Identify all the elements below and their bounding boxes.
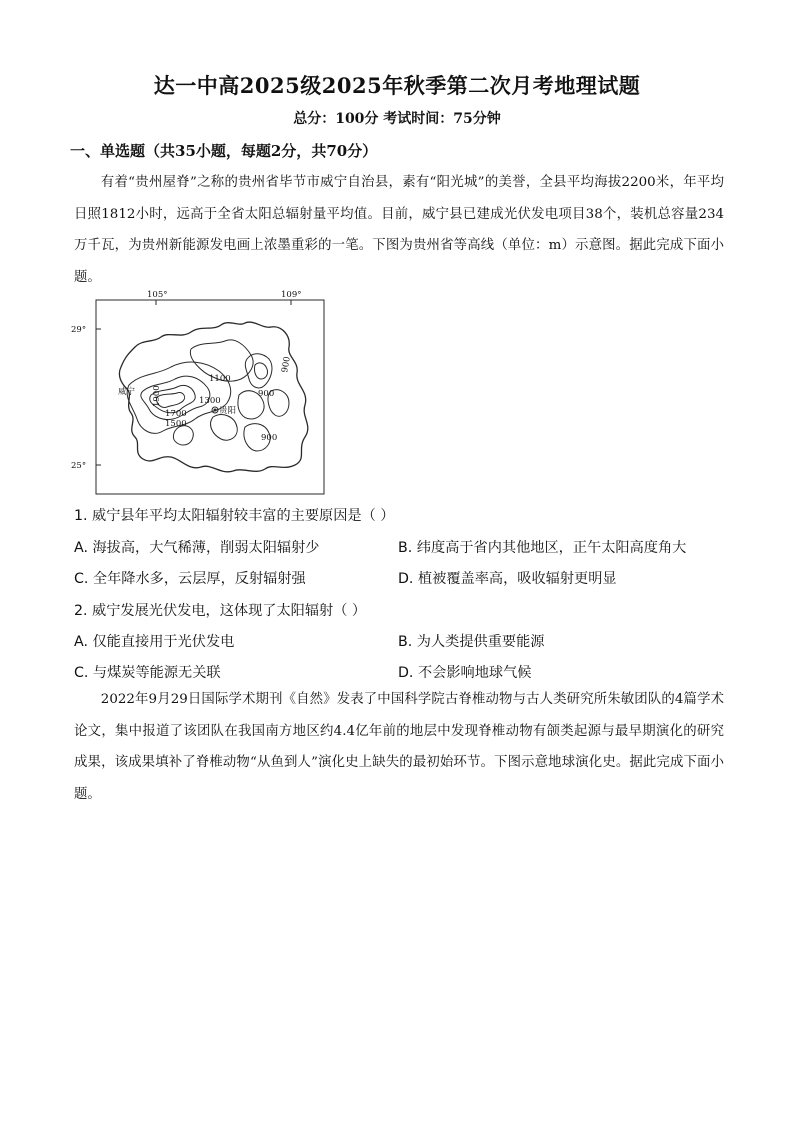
lon-label-105: 105° xyxy=(147,290,168,300)
contour-label-900c: 900 xyxy=(280,355,293,374)
contour-label-1100: 1100 xyxy=(209,374,231,384)
place-label-weining: 威宁 xyxy=(118,387,136,397)
lon-label-109: 109° xyxy=(281,290,302,300)
contour-label-900b: 900 xyxy=(261,433,278,443)
contour-label-1900: 1900 xyxy=(152,385,162,407)
contour-label-1500: 1500 xyxy=(165,419,187,429)
contour-label-1700: 1700 xyxy=(165,409,187,419)
guizhou-contour-map xyxy=(71,287,335,499)
question-1-option-b[interactable]: B. 纬度高于省内其他地区，正午太阳高度角大 xyxy=(398,540,687,556)
question-2-stem: 2. 威宁发展光伏发电，这体现了太阳辐射（ ） xyxy=(74,603,367,619)
lat-label-25: 25° xyxy=(71,461,87,471)
question-1-option-a[interactable]: A. 海拔高，大气稀薄，削弱太阳辐射少 xyxy=(74,540,320,556)
question-2-option-a[interactable]: A. 仅能直接用于光伏发电 xyxy=(74,634,235,650)
question-2-option-d[interactable]: D. 不会影响地球气候 xyxy=(398,665,532,681)
page-title: 达一中高2025级2025年秋季第二次月考地理试题 xyxy=(153,73,641,98)
lat-label-29: 29° xyxy=(71,325,87,335)
contour-label-1300: 1300 xyxy=(199,396,221,406)
question-2-option-b[interactable]: B. 为人类提供重要能源 xyxy=(398,634,545,650)
contour-label-900a: 900 xyxy=(258,389,275,399)
passage-vertebrate-evolution: 2022年9月29日国际学术期刊《自然》发表了中国科学院古脊椎动物与古人类研究所朱敏团队的4篇学术论文，集中报道了该团队在我国南方地区约4.4亿年前的地层中发现脊椎动物有颌类起源与最早期演化的研究成果，该成果填补了脊椎动物“从鱼到人”演化史上缺失的最初始环节。下图示意地球演化史。据此完成下面小题。 xyxy=(74,692,724,802)
passage-weining: 有着“贵州屋脊”之称的贵州省毕节市威宁自治县，素有“阳光城”的美誉，全县平均海拔2200米，年平均日照1812小时，远高于全省太阳总辐射量平均值。目前，威宁县已建成光伏发电项目38个，装机总容量234万千瓦，为贵州新能源发电画上浓墨重彩的一笔。下图为贵州省等高线（单位：m）示意图。据此完成下面小题。 xyxy=(74,175,724,285)
question-1-option-c[interactable]: C. 全年降水多，云层厚，反射辐射强 xyxy=(74,571,306,587)
question-1-stem: 1. 威宁县年平均太阳辐射较丰富的主要原因是（ ） xyxy=(74,508,395,524)
place-label-guiyang: 贵阳 xyxy=(219,406,237,416)
question-2-option-c[interactable]: C. 与煤炭等能源无关联 xyxy=(74,665,221,681)
question-1-option-d[interactable]: D. 植被覆盖率高，吸收辐射更明显 xyxy=(398,571,617,587)
section-heading: 一、单选题（共35小题，每题2分，共70分） xyxy=(70,142,378,160)
exam-info: 总分：100分 考试时间：75分钟 xyxy=(293,111,501,127)
